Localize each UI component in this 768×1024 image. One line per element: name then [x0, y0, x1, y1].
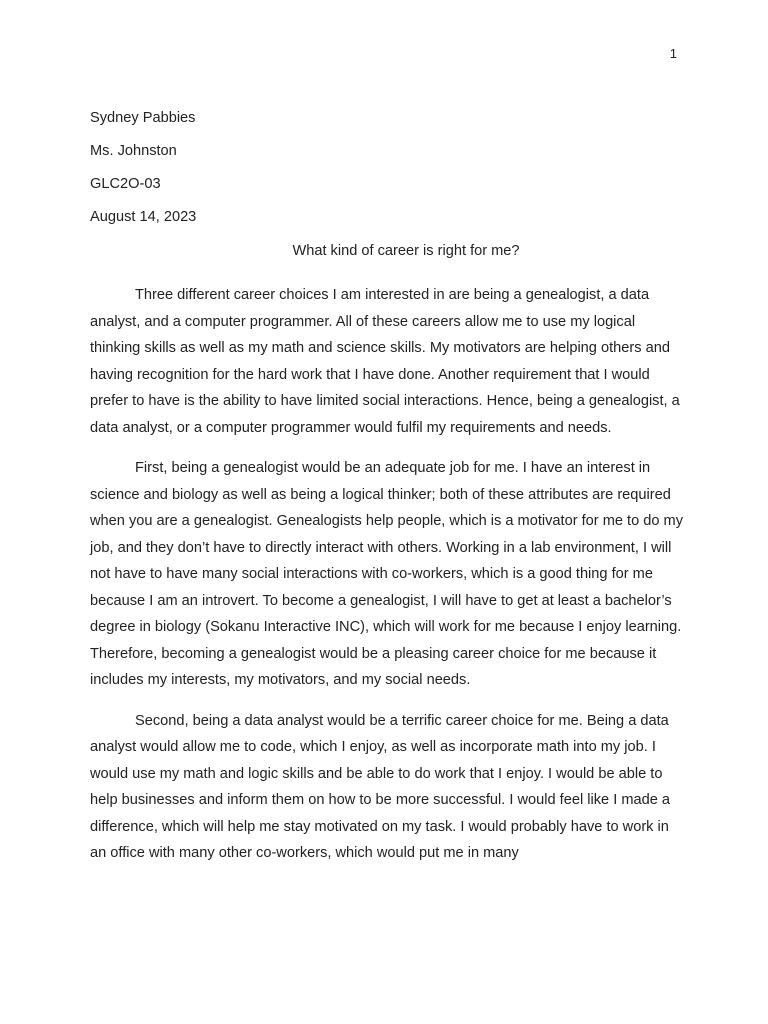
- mla-heading: [90, 108, 682, 240]
- teacher-name: Ms. Johnston: [90, 143, 177, 159]
- paragraph-data-analyst: Second, being a data analyst would be a terrific career choice for me. Being a data analyst would allow me to code, which I enjoy, as well as incorporate math into my job. I would use my math and logic skills and be able to do work that I enjoy. I would be able to help businesses and inform them on how to be more successful. I would feel like I made a difference, which will help me stay motivated on my task. I would probably have to work in an office with many other co-workers, which would put me in many: [90, 712, 671, 861]
- page-number: 1: [669, 46, 677, 61]
- essay-title: What kind of career is right for me?: [292, 243, 520, 259]
- essay-body: [90, 282, 684, 881]
- course-code: GLC2O-03: [90, 176, 161, 192]
- paragraph-intro: Three different career choices I am interested in are being a genealogist, a data analyst, and a computer programmer. All of these careers allow me to use my logical thinking skills as well as my math and science skills. My motivators are helping others and having recognition for the hard work that I have done. Another requirement that I would prefer to have is the ability to have limited social interactions. Hence, being a genealogist, a data analyst, or a computer programmer would fulfil my requirements and needs.: [90, 287, 680, 436]
- paragraph-genealogist: First, being a genealogist would be an adequate job for me. I have an interest in science and biology as well as being a logical thinker; both of these attributes are required when you are a genealogist. Genealogists help people, which is a motivator for me to do my job, and they don’t have to directly interact with others. Working in a lab environment, I will not have to have many social interactions with co-workers, which is a good thing for me because I am an introvert. To become a genealogist, I will have to get at least a bachelor’s degree in biology (Sokanu Interactive INC), which will work for me because I enjoy learning. Therefore, becoming a genealogist would be a pleasing career choice for me because it includes my interests, my motivators, and my social needs.: [90, 460, 683, 688]
- date: August 14, 2023: [90, 209, 197, 225]
- student-name: Sydney Pabbies: [90, 110, 196, 126]
